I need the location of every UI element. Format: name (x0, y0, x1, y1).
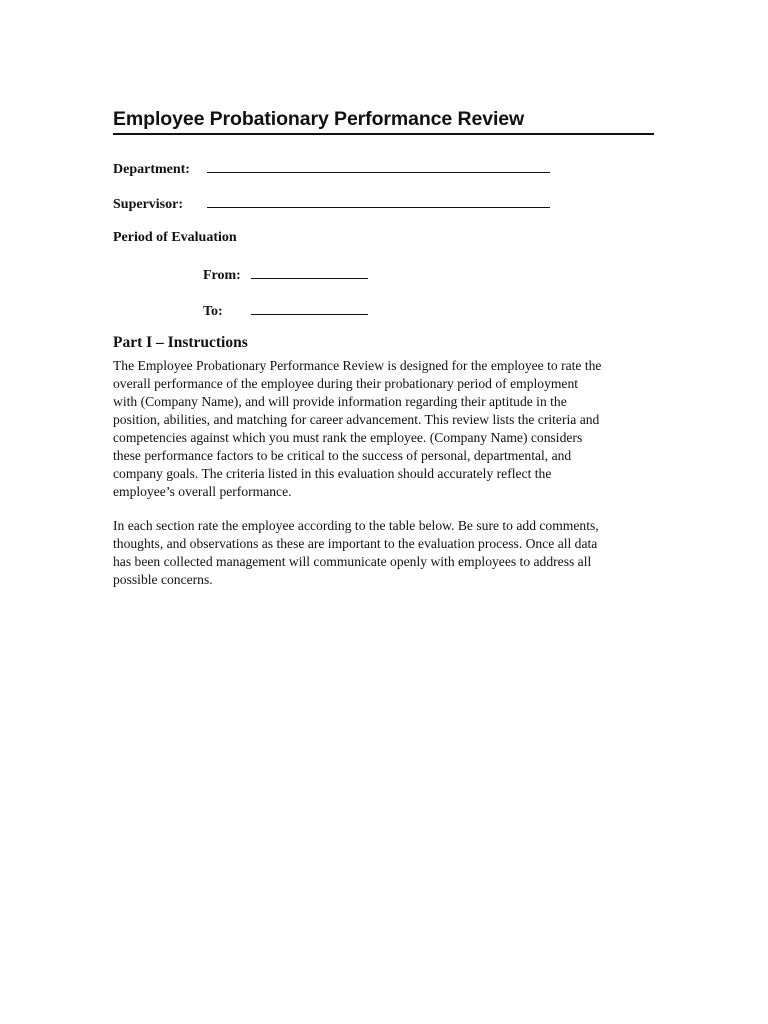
supervisor-label: Supervisor: (113, 197, 183, 212)
department-label: Department: (113, 162, 190, 177)
paragraph-line: these performance factors to be critical to the success of personal, departmental, and (113, 448, 572, 463)
paragraph-line: company goals. The criteria listed in this evaluation should accurately reflect the (113, 466, 552, 481)
paragraph-line: overall performance of the employee during their probationary period of employment (113, 376, 579, 391)
paragraph-line: In each section rate the employee according to the table below. Be sure to add comments, (113, 518, 599, 533)
paragraph-line: has been collected management will communicate openly with employees to address all (113, 554, 592, 569)
paragraph-line: possible concerns. (113, 572, 213, 587)
to-blank-line[interactable] (251, 300, 368, 315)
from-label: From: (203, 268, 241, 283)
document-title: Employee Probationary Performance Review (113, 108, 525, 130)
period-row (113, 229, 237, 247)
paragraph-line: The Employee Probationary Performance Review is designed for the employee to rate the (113, 358, 602, 373)
instructions-paragraph-2 (113, 517, 658, 589)
department-row (113, 158, 550, 179)
paragraph-line: competencies against which you must rank the employee. (Company Name) considers (113, 430, 583, 445)
from-blank-line[interactable] (251, 264, 368, 279)
to-label: To: (203, 304, 223, 319)
supervisor-blank-line[interactable] (207, 193, 550, 208)
from-row (203, 264, 368, 285)
department-blank-line[interactable] (207, 158, 550, 173)
part-1-heading: Part I – Instructions (113, 334, 248, 351)
supervisor-row (113, 193, 550, 214)
to-row (203, 300, 368, 321)
title-block (113, 106, 654, 135)
paragraph-line: position, abilities, and matching for career advancement. This review lists the criteria and (113, 412, 600, 427)
period-of-evaluation-label: Period of Evaluation (113, 230, 237, 245)
paragraph-line: with (Company Name), and will provide information regarding their aptitude in the (113, 394, 567, 409)
instructions-paragraph-1 (113, 357, 658, 501)
paragraph-line: employee’s overall performance. (113, 484, 292, 499)
paragraph-line: thoughts, and observations as these are important to the evaluation process. Once all data (113, 536, 598, 551)
